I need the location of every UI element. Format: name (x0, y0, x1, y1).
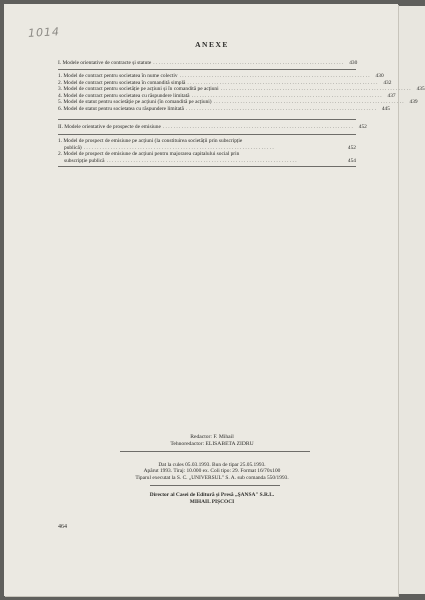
toc-section-2 (58, 124, 367, 131)
divider (150, 485, 280, 486)
imprint-line: Apărut 1993. Tiraj: 10.000 ex. Coli tipo: 29. Format 16/70x100 (143, 468, 281, 475)
toc-entry-text: 3. Model de contract pentru societăție pe acțiuni și în comandită pe acțiuni (58, 86, 219, 93)
toc-entry (58, 60, 356, 67)
director-name: MIHAIL PIȘCOCI (189, 498, 235, 505)
imprint-line: Tiparul executat la S. C. „UNIVERSUL" S. A. sub comanda 550/1993. (135, 474, 289, 481)
divider (58, 134, 356, 135)
toc-entry-page: 452 (358, 124, 367, 130)
divider (58, 166, 356, 167)
toc-entry-page: 432 (383, 79, 392, 86)
toc-entry-page: 430 (349, 60, 358, 66)
director-line: Director al Casei de Editură și Presă „ŞANSA" S.R.L. (149, 492, 275, 498)
page-number: 464 (58, 524, 67, 530)
toc-section-2-items (58, 138, 356, 164)
toc-section-1 (58, 60, 356, 67)
toc-entry-text: 1. Model de prospect de emisiune pe acțiuni (la constituirea societății prin subscripție (58, 138, 243, 144)
divider (58, 69, 356, 70)
toc-entry-page: 430 (375, 73, 384, 79)
toc-entry-page: 454 (347, 157, 356, 164)
toc-entry (58, 145, 356, 152)
toc-entry (58, 86, 425, 93)
credits (0, 434, 424, 447)
toc-entry-page: 435 (416, 86, 425, 93)
toc-entry (58, 124, 367, 131)
leader-dots: . . . . . . . . . . . . . . . . . . . . . . . . . . . . . . . . . . . . . . . . . . . . . . . . . . . . . . . . . . . . . . . . . . . . . . . (191, 92, 382, 99)
leader-dots: . . . . . . . . . . . . . . . . . . . . . . . . . . . . . . . . . . . . . . . . . . . . . . . . . . . . . . . . . . . . . . . . . . . . . . . (83, 144, 274, 151)
tech-editor-credit: Tehnoredactor: ELISABETA ZIDRU (170, 440, 254, 447)
toc-entry (58, 105, 390, 113)
editor-credit: Redactor: F. Mihail (190, 434, 234, 440)
leader-dots: . . . . . . . . . . . . . . . . . . . . . . . . . . . . . . . . . . . . . . . . . . . . . . . . . . . . . . . . . . . . . . . . . . . . . . . (187, 79, 378, 86)
leader-dots: . . . . . . . . . . . . . . . . . . . . . . . . . . . . . . . . . . . . . . . . . . . . . . . . . . . . . . . . . . . . . . . . . . . . . . . (213, 99, 404, 106)
page-title: ANEXE (195, 40, 229, 49)
leader-dots: . . . . . . . . . . . . . . . . . . . . . . . . . . . . . . . . . . . . . . . . . . . . . . . . . . . . . . . . . . . . . . . . . . . . . . . (179, 73, 370, 79)
director-credit (0, 492, 424, 505)
toc-entry-text: II. Modele orientative de prospecte de emisiune (58, 124, 161, 130)
toc-entry-text: I. Modele orientative de contracte și statute (58, 60, 152, 66)
toc-section-1-items (58, 73, 425, 113)
toc-entry-text: 5. Model de statut pentru societăție pe acțiuni (în comandită pe acțiuni) (58, 99, 212, 106)
leader-dots: . . . . . . . . . . . . . . . . . . . . . . . . . . . . . . . . . . . . . . . . . . . . . . . . . . . . . . . . . . . . . . . . . . . . . . . (185, 105, 376, 112)
toc-entry-text: 4. Model de contract pentru societatea cu răspundere limitată (58, 92, 190, 99)
toc-entry (58, 73, 384, 80)
toc-entry (58, 99, 418, 106)
toc-entry-text: 2. Model de prospect de emisiune de acțiuni pentru majorarea capitalului social prin (58, 151, 240, 158)
toc-entry-text: 1. Model de contract pentru societatea în nume colectiv (58, 73, 178, 79)
leader-dots: . . . . . . . . . . . . . . . . . . . . . . . . . . . . . . . . . . . . . . . . . . . . . . . . . . . . . . . . . . . . . . . . . . . . . . . (106, 157, 297, 164)
imprint-line: Dat la cules 05.03.1993. Bun de tipar 25.05.1993. (158, 462, 266, 468)
leader-dots: . . . . . . . . . . . . . . . . . . . . . . . . . . . . . . . . . . . . . . . . . . . . . . . . . . . . . . . . . . . . . . . . . . . . . . . (220, 86, 411, 93)
toc-entry-page: 445 (381, 105, 390, 112)
toc-entry-text: 6. Model de statut pentru societatea cu răspundere limitată (58, 105, 184, 112)
toc-entry-text: subscripție publică (64, 157, 105, 164)
toc-entry (58, 79, 392, 87)
leader-dots: . . . . . . . . . . . . . . . . . . . . . . . . . . . . . . . . . . . . . . . . . . . . . . . . . . . . . . . . . . . . . . . . . . . . . . . (153, 60, 344, 66)
toc-entry (58, 158, 356, 165)
toc-entry-page: 452 (347, 144, 356, 151)
toc-entry-page: 439 (409, 99, 418, 106)
leader-dots: . . . . . . . . . . . . . . . . . . . . . . . . . . . . . . . . . . . . . . . . . . . . . . . . . . . . . . . . . . . . . . . . . . . . . . . (162, 124, 353, 130)
toc-entry-page: 437 (387, 92, 396, 99)
imprint (0, 462, 424, 481)
divider (58, 119, 356, 120)
divider (120, 451, 310, 452)
pencil-note: 1014 (27, 25, 61, 40)
toc-entry-text: 2. Model de contract pentru societatea în comandită simplă (58, 79, 186, 86)
toc-entry-text: publică) (64, 144, 82, 151)
